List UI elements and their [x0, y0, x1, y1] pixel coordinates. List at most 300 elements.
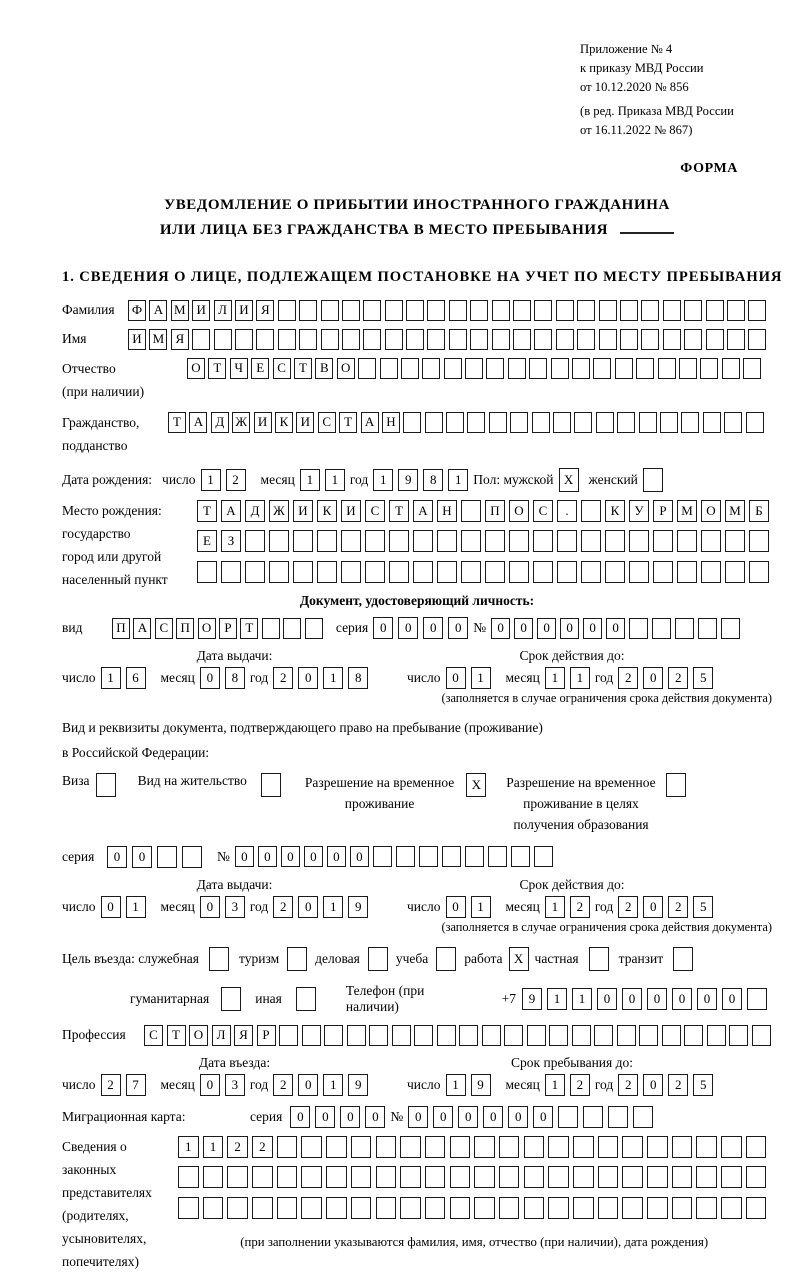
char-box[interactable]: 0 — [365, 1106, 385, 1128]
char-box[interactable] — [305, 618, 323, 639]
char-box[interactable] — [577, 300, 595, 321]
char-box[interactable]: И — [293, 500, 313, 522]
char-box[interactable]: 5 — [693, 667, 713, 689]
char-box[interactable]: 0 — [408, 1106, 428, 1128]
char-box[interactable] — [427, 300, 445, 321]
char-box[interactable]: С — [144, 1025, 163, 1046]
char-box[interactable]: 0 — [508, 1106, 528, 1128]
char-box[interactable]: 1 — [547, 988, 567, 1010]
char-box[interactable] — [647, 1197, 668, 1219]
char-box[interactable]: 0 — [433, 1106, 453, 1128]
char-box[interactable] — [178, 1197, 199, 1219]
char-box[interactable] — [449, 329, 467, 350]
char-box[interactable] — [363, 300, 381, 321]
char-box[interactable] — [622, 1166, 643, 1188]
char-box[interactable] — [317, 561, 337, 583]
char-box[interactable]: М — [171, 300, 189, 321]
char-box[interactable] — [413, 530, 433, 552]
char-box[interactable] — [701, 561, 721, 583]
char-box[interactable]: 2 — [668, 896, 688, 918]
char-box[interactable] — [474, 1197, 495, 1219]
char-box[interactable]: 1 — [323, 1074, 343, 1096]
char-box[interactable] — [488, 846, 507, 867]
char-box[interactable] — [182, 846, 202, 868]
char-box[interactable] — [400, 1197, 421, 1219]
char-box[interactable] — [392, 1025, 411, 1046]
char-box[interactable] — [504, 1025, 523, 1046]
char-box[interactable]: Р — [219, 618, 237, 639]
char-box[interactable] — [533, 561, 553, 583]
char-box[interactable]: 0 — [622, 988, 642, 1010]
char-box[interactable] — [442, 846, 461, 867]
char-box[interactable] — [283, 618, 301, 639]
char-box[interactable]: Я — [234, 1025, 253, 1046]
char-box[interactable]: 1 — [178, 1136, 199, 1158]
char-box[interactable] — [511, 846, 530, 867]
char-box[interactable] — [581, 530, 601, 552]
char-box[interactable] — [425, 412, 443, 433]
char-box[interactable] — [470, 329, 488, 350]
char-box[interactable]: Р — [257, 1025, 276, 1046]
char-box[interactable] — [400, 1136, 421, 1158]
char-box[interactable] — [351, 1136, 372, 1158]
char-box[interactable]: К — [317, 500, 337, 522]
char-box[interactable] — [524, 1197, 545, 1219]
char-box[interactable] — [499, 1166, 520, 1188]
char-box[interactable]: 5 — [693, 1074, 713, 1096]
char-box[interactable] — [492, 300, 510, 321]
char-box[interactable]: 0 — [298, 896, 318, 918]
char-box[interactable]: 0 — [298, 667, 318, 689]
char-box[interactable]: 8 — [348, 667, 368, 689]
char-box[interactable] — [461, 530, 481, 552]
char-box[interactable] — [557, 561, 577, 583]
char-box[interactable] — [672, 1136, 693, 1158]
char-box[interactable] — [376, 1166, 397, 1188]
char-box[interactable] — [406, 329, 424, 350]
char-box[interactable]: О — [509, 500, 529, 522]
char-box[interactable] — [608, 1106, 628, 1128]
char-box[interactable]: А — [149, 300, 167, 321]
char-box[interactable] — [696, 1136, 717, 1158]
char-box[interactable]: 0 — [200, 667, 220, 689]
char-box[interactable] — [721, 1166, 742, 1188]
char-box[interactable] — [703, 412, 721, 433]
char-box[interactable]: И — [296, 412, 314, 433]
char-box[interactable]: Е — [197, 530, 217, 552]
char-box[interactable] — [513, 329, 531, 350]
char-box[interactable]: 0 — [315, 1106, 335, 1128]
char-box[interactable] — [532, 412, 550, 433]
char-box[interactable] — [403, 412, 421, 433]
char-box[interactable]: 2 — [273, 896, 293, 918]
char-box[interactable] — [573, 1166, 594, 1188]
char-box[interactable]: З — [221, 530, 241, 552]
char-box[interactable]: И — [341, 500, 361, 522]
char-box[interactable] — [581, 561, 601, 583]
char-box[interactable]: 0 — [258, 846, 277, 867]
char-box[interactable] — [252, 1166, 273, 1188]
char-box[interactable]: 2 — [252, 1136, 273, 1158]
char-box[interactable] — [269, 530, 289, 552]
char-box[interactable] — [293, 530, 313, 552]
char-box[interactable]: Н — [437, 500, 457, 522]
char-box[interactable] — [684, 329, 702, 350]
char-box[interactable] — [533, 530, 553, 552]
char-box[interactable] — [414, 1025, 433, 1046]
char-box[interactable]: 0 — [132, 846, 152, 868]
char-box[interactable] — [296, 987, 316, 1011]
char-box[interactable] — [615, 358, 633, 379]
char-box[interactable] — [324, 1025, 343, 1046]
char-box[interactable] — [727, 329, 745, 350]
char-box[interactable]: 0 — [448, 617, 468, 639]
char-box[interactable] — [279, 1025, 298, 1046]
char-box[interactable] — [724, 412, 742, 433]
char-box[interactable] — [203, 1166, 224, 1188]
char-box[interactable]: Н — [382, 412, 400, 433]
char-box[interactable] — [617, 1025, 636, 1046]
char-box[interactable] — [629, 530, 649, 552]
char-box[interactable] — [396, 846, 415, 867]
char-box[interactable] — [548, 1136, 569, 1158]
char-box[interactable] — [573, 1136, 594, 1158]
char-box[interactable] — [622, 1136, 643, 1158]
char-box[interactable] — [256, 329, 274, 350]
char-box[interactable] — [746, 1136, 767, 1158]
char-box[interactable] — [527, 1025, 546, 1046]
char-box[interactable] — [450, 1136, 471, 1158]
char-box[interactable] — [598, 1136, 619, 1158]
char-box[interactable] — [96, 773, 116, 797]
char-box[interactable] — [436, 947, 456, 971]
char-box[interactable]: Т — [339, 412, 357, 433]
char-box[interactable] — [701, 530, 721, 552]
char-box[interactable] — [558, 1106, 578, 1128]
char-box[interactable]: 1 — [572, 988, 592, 1010]
char-box[interactable]: К — [275, 412, 293, 433]
char-box[interactable] — [203, 1197, 224, 1219]
char-box[interactable] — [465, 358, 483, 379]
char-box[interactable]: 2 — [618, 1074, 638, 1096]
char-box[interactable] — [341, 530, 361, 552]
char-box[interactable] — [673, 947, 693, 971]
char-box[interactable]: 1 — [101, 667, 121, 689]
char-box[interactable] — [574, 412, 592, 433]
char-box[interactable] — [620, 300, 638, 321]
char-box[interactable] — [301, 1136, 322, 1158]
char-box[interactable] — [427, 329, 445, 350]
char-box[interactable]: С — [318, 412, 336, 433]
char-box[interactable]: 0 — [697, 988, 717, 1010]
char-box[interactable]: Д — [245, 500, 265, 522]
char-box[interactable]: 1 — [373, 469, 393, 491]
char-box[interactable]: В — [315, 358, 333, 379]
char-box[interactable] — [583, 1106, 603, 1128]
char-box[interactable] — [636, 358, 654, 379]
char-box[interactable] — [317, 530, 337, 552]
char-box[interactable]: 1 — [203, 1136, 224, 1158]
char-box[interactable] — [672, 1166, 693, 1188]
char-box[interactable]: 0 — [583, 618, 602, 639]
char-box[interactable]: . — [557, 500, 577, 522]
char-box[interactable] — [299, 300, 317, 321]
char-box[interactable] — [509, 561, 529, 583]
char-box[interactable]: 0 — [281, 846, 300, 867]
char-box[interactable]: 1 — [126, 896, 146, 918]
char-box[interactable] — [572, 358, 590, 379]
char-box[interactable] — [681, 412, 699, 433]
char-box[interactable]: И — [235, 300, 253, 321]
char-box[interactable] — [666, 773, 686, 797]
char-box[interactable] — [748, 329, 766, 350]
char-box[interactable] — [326, 1166, 347, 1188]
char-box[interactable] — [653, 561, 673, 583]
char-box[interactable] — [598, 1197, 619, 1219]
char-box[interactable] — [639, 1025, 658, 1046]
char-box[interactable]: А — [413, 500, 433, 522]
char-box[interactable] — [652, 618, 671, 639]
char-box[interactable] — [698, 618, 717, 639]
char-box[interactable] — [425, 1136, 446, 1158]
char-box[interactable] — [684, 1025, 703, 1046]
char-box[interactable]: О — [189, 1025, 208, 1046]
char-box[interactable]: Ч — [230, 358, 248, 379]
char-box[interactable]: 0 — [458, 1106, 478, 1128]
char-box[interactable]: 0 — [606, 618, 625, 639]
char-box[interactable]: Ж — [269, 500, 289, 522]
char-box[interactable]: 0 — [200, 1074, 220, 1096]
char-box[interactable]: 3 — [225, 896, 245, 918]
char-box[interactable]: М — [725, 500, 745, 522]
char-box[interactable] — [572, 1025, 591, 1046]
char-box[interactable]: 0 — [643, 1074, 663, 1096]
char-box[interactable] — [321, 329, 339, 350]
char-box[interactable]: 1 — [201, 469, 221, 491]
char-box[interactable] — [534, 300, 552, 321]
char-box[interactable]: Т — [168, 412, 186, 433]
char-box[interactable] — [492, 329, 510, 350]
char-box[interactable]: 1 — [323, 896, 343, 918]
char-box[interactable]: 0 — [533, 1106, 553, 1128]
char-box[interactable]: И — [128, 329, 146, 350]
char-box[interactable]: 2 — [618, 896, 638, 918]
char-box[interactable]: С — [273, 358, 291, 379]
char-box[interactable] — [641, 329, 659, 350]
char-box[interactable] — [474, 1136, 495, 1158]
char-box[interactable]: 0 — [643, 667, 663, 689]
char-box[interactable]: О — [701, 500, 721, 522]
char-box[interactable]: 1 — [471, 896, 491, 918]
char-box[interactable] — [629, 561, 649, 583]
char-box[interactable]: 0 — [398, 617, 418, 639]
char-box[interactable] — [197, 561, 217, 583]
char-box[interactable] — [277, 1197, 298, 1219]
char-box[interactable] — [706, 300, 724, 321]
char-box[interactable] — [342, 329, 360, 350]
char-box[interactable] — [513, 300, 531, 321]
char-box[interactable] — [342, 300, 360, 321]
char-box[interactable] — [389, 530, 409, 552]
char-box[interactable]: С — [533, 500, 553, 522]
char-box[interactable]: 0 — [340, 1106, 360, 1128]
char-box[interactable] — [470, 300, 488, 321]
char-box[interactable] — [557, 530, 577, 552]
char-box[interactable]: Ж — [232, 412, 250, 433]
char-box[interactable] — [596, 412, 614, 433]
char-box[interactable] — [485, 561, 505, 583]
char-box[interactable]: 0 — [446, 896, 466, 918]
char-box[interactable] — [725, 530, 745, 552]
char-box[interactable] — [605, 561, 625, 583]
char-box[interactable]: Т — [167, 1025, 186, 1046]
char-box[interactable] — [437, 530, 457, 552]
char-box[interactable] — [221, 561, 241, 583]
char-box[interactable]: И — [192, 300, 210, 321]
char-box[interactable]: Я — [171, 329, 189, 350]
char-box[interactable]: 2 — [570, 896, 590, 918]
char-box[interactable] — [376, 1136, 397, 1158]
char-box[interactable] — [178, 1166, 199, 1188]
char-box[interactable] — [499, 1136, 520, 1158]
char-box[interactable] — [235, 329, 253, 350]
char-box[interactable]: X — [559, 468, 579, 492]
char-box[interactable]: 1 — [545, 667, 565, 689]
char-box[interactable] — [647, 1166, 668, 1188]
char-box[interactable] — [261, 773, 281, 797]
char-box[interactable] — [677, 530, 697, 552]
char-box[interactable] — [363, 329, 381, 350]
char-box[interactable] — [594, 1025, 613, 1046]
char-box[interactable]: О — [198, 618, 216, 639]
char-box[interactable]: Л — [212, 1025, 231, 1046]
char-box[interactable] — [157, 846, 177, 868]
char-box[interactable]: 2 — [227, 1136, 248, 1158]
char-box[interactable] — [677, 561, 697, 583]
char-box[interactable]: 8 — [225, 667, 245, 689]
char-box[interactable]: А — [221, 500, 241, 522]
char-box[interactable] — [620, 329, 638, 350]
char-box[interactable] — [301, 1166, 322, 1188]
char-box[interactable] — [385, 329, 403, 350]
char-box[interactable] — [746, 412, 764, 433]
char-box[interactable] — [707, 1025, 726, 1046]
char-box[interactable] — [245, 530, 265, 552]
char-box[interactable]: У — [629, 500, 649, 522]
char-box[interactable] — [262, 618, 280, 639]
char-box[interactable]: 1 — [570, 667, 590, 689]
char-box[interactable] — [482, 1025, 501, 1046]
char-box[interactable] — [747, 988, 767, 1010]
char-box[interactable] — [721, 1136, 742, 1158]
char-box[interactable] — [485, 530, 505, 552]
char-box[interactable] — [277, 1166, 298, 1188]
char-box[interactable]: 0 — [560, 618, 579, 639]
char-box[interactable]: 1 — [300, 469, 320, 491]
char-box[interactable]: Д — [211, 412, 229, 433]
char-box[interactable]: 2 — [618, 667, 638, 689]
char-box[interactable]: П — [176, 618, 194, 639]
char-box[interactable] — [589, 947, 609, 971]
char-box[interactable] — [663, 300, 681, 321]
char-box[interactable]: 1 — [325, 469, 345, 491]
char-box[interactable] — [746, 1197, 767, 1219]
char-box[interactable]: 2 — [101, 1074, 121, 1096]
char-box[interactable] — [510, 412, 528, 433]
char-box[interactable] — [722, 358, 740, 379]
char-box[interactable] — [529, 358, 547, 379]
char-box[interactable] — [401, 358, 419, 379]
char-box[interactable] — [721, 1197, 742, 1219]
char-box[interactable]: 5 — [693, 896, 713, 918]
char-box[interactable]: Е — [251, 358, 269, 379]
char-box[interactable] — [749, 561, 769, 583]
char-box[interactable]: П — [485, 500, 505, 522]
char-box[interactable]: 0 — [290, 1106, 310, 1128]
char-box[interactable] — [422, 358, 440, 379]
char-box[interactable] — [746, 1166, 767, 1188]
char-box[interactable]: 3 — [225, 1074, 245, 1096]
char-box[interactable] — [450, 1197, 471, 1219]
char-box[interactable] — [413, 561, 433, 583]
char-box[interactable] — [684, 300, 702, 321]
char-box[interactable]: Т — [197, 500, 217, 522]
char-box[interactable] — [277, 1136, 298, 1158]
char-box[interactable]: X — [509, 947, 529, 971]
char-box[interactable] — [556, 329, 574, 350]
char-box[interactable] — [748, 300, 766, 321]
char-box[interactable] — [287, 947, 307, 971]
char-box[interactable] — [461, 500, 481, 522]
char-box[interactable] — [385, 300, 403, 321]
char-box[interactable] — [302, 1025, 321, 1046]
char-box[interactable] — [351, 1197, 372, 1219]
char-box[interactable] — [376, 1197, 397, 1219]
char-box[interactable] — [662, 1025, 681, 1046]
char-box[interactable]: А — [133, 618, 151, 639]
char-box[interactable] — [581, 500, 601, 522]
char-box[interactable] — [598, 1166, 619, 1188]
char-box[interactable] — [293, 561, 313, 583]
char-box[interactable]: 0 — [235, 846, 254, 867]
char-box[interactable] — [347, 1025, 366, 1046]
char-box[interactable] — [351, 1166, 372, 1188]
char-box[interactable]: 0 — [107, 846, 127, 868]
char-box[interactable] — [419, 846, 438, 867]
char-box[interactable]: Б — [749, 500, 769, 522]
char-box[interactable] — [508, 358, 526, 379]
char-box[interactable] — [446, 412, 464, 433]
char-box[interactable]: 1 — [446, 1074, 466, 1096]
char-box[interactable]: П — [112, 618, 130, 639]
char-box[interactable] — [551, 358, 569, 379]
char-box[interactable] — [227, 1166, 248, 1188]
char-box[interactable]: А — [361, 412, 379, 433]
char-box[interactable]: 0 — [423, 617, 443, 639]
char-box[interactable] — [721, 618, 740, 639]
char-box[interactable] — [365, 561, 385, 583]
char-box[interactable]: 0 — [350, 846, 369, 867]
char-box[interactable] — [459, 1025, 478, 1046]
char-box[interactable] — [444, 358, 462, 379]
char-box[interactable] — [534, 846, 553, 867]
char-box[interactable]: С — [365, 500, 385, 522]
char-box[interactable] — [326, 1136, 347, 1158]
char-box[interactable] — [658, 358, 676, 379]
char-box[interactable]: Т — [208, 358, 226, 379]
char-box[interactable]: 2 — [273, 667, 293, 689]
char-box[interactable] — [727, 300, 745, 321]
